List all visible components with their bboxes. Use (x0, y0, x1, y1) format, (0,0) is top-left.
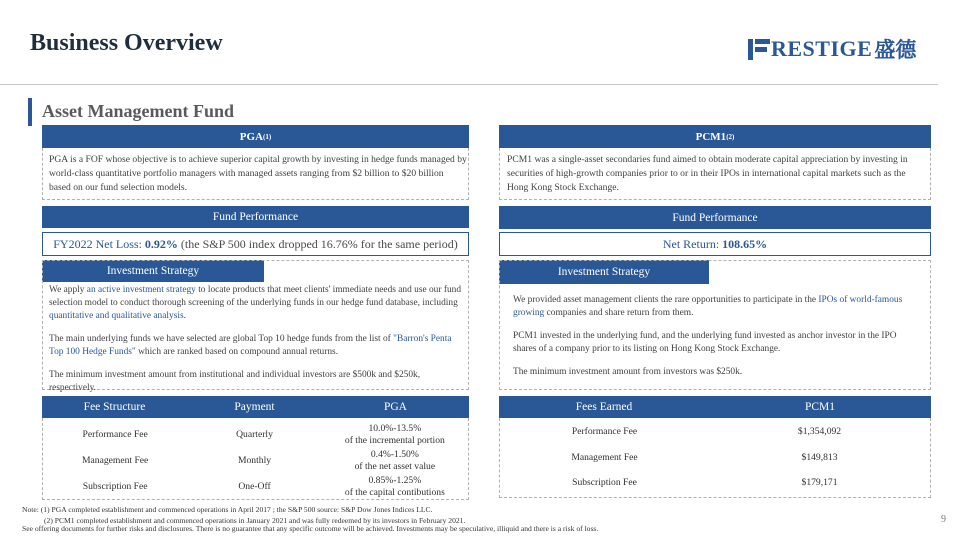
section-title: Asset Management Fund (42, 101, 234, 121)
pga-col-payment: Payment (234, 401, 275, 413)
pga-performance-box (42, 232, 469, 256)
table-row: Subscription Fee One-Off 0.85%-1.25% of the capital contibutions (82, 475, 445, 498)
pga-col-fee-structure: Fee Structure (83, 401, 146, 413)
pga-header (42, 125, 469, 148)
pcm1-performance-header: Fund Performance (499, 206, 931, 229)
footnote-1: Note: (1) PGA completed establishment and commenced operations in April 2017 ; the S&P 500 source: S&P Dow Jones Indices LLC. (22, 505, 433, 514)
prestige-logo (748, 34, 916, 64)
pga-description: PGA is a FOF whose objective is to achieve superior capital growth by investing in hedge funds managed by world-class quantitative portfolio managers with managed assets ranging from $2 billion to $20 billion based on our fund selection models. (49, 154, 467, 193)
footnote-2: (2) PCM1 completed establishment and commenced operations in January 2021 and was fully redeemed by its investors in February 2021. (44, 516, 466, 525)
pcm1-description: PCM1 was a single-asset secondaries fund aimed to obtain moderate capital appreciation by investing in securities of high-growth companies prior to or in their IPOs in international capital markets such as the Hong Kong Stock Exchange. (507, 154, 908, 193)
pcm1-header (499, 125, 931, 148)
pcm1-strategy-paragraph-3: The minimum investment amount from investors was $250k. (513, 367, 743, 377)
pcm1-col-fees-earned: Fees Earned (575, 401, 633, 413)
pga-strategy-paragraph-3: The minimum investment amount from institutional and individual investors are $500k and $250k, respectively. (49, 370, 421, 393)
page-number: 9 (941, 514, 946, 525)
pga-performance-note: (the S&P 500 index dropped 16.76% for the same period) (180, 236, 458, 251)
pga-col-pga: PGA (383, 401, 407, 413)
pcm1-strategy-header: Investment Strategy (499, 260, 709, 284)
pcm1-performance-label: Net Return: (662, 236, 720, 251)
pcm1-name: PCM1 (695, 130, 727, 143)
pga-fee-table-header (42, 396, 469, 418)
pga-performance-header: Fund Performance (42, 206, 469, 228)
pga-fee-table (42, 418, 469, 500)
pga-strategy-header: Investment Strategy (42, 260, 264, 282)
pcm1-strategy-text (513, 294, 917, 389)
pcm1-footnote-ref: (2) (726, 132, 735, 141)
pga-strategy-paragraph-2: The main underlying funds we have selected are global Top 10 hedge funds from the list of "Barron's Penta Top 100 Hedge Funds" which are ranked based on compound annual returns. (49, 334, 452, 357)
table-row: Management Fee $149,813 (571, 452, 838, 463)
pga-name: PGA (239, 130, 264, 143)
pcm1-fee-table-header (499, 396, 931, 418)
logo-text: RESTIGE (771, 36, 873, 61)
pga-performance-label: FY2022 Net Loss: (53, 236, 142, 251)
pcm1-fee-table (499, 418, 931, 498)
table-row: Performance Fee Quarterly 10.0%-13.5% of the incremental portion (82, 423, 445, 446)
logo-mark-icon (748, 37, 770, 61)
pcm1-performance-value: 108.65% (722, 236, 768, 251)
pcm1-strategy-paragraph-1: We provided asset management clients the rare opportunities to participate in the IPOs of world-famous growing companies and share return from them. (513, 295, 903, 318)
table-row: Performance Fee $1,354,092 (571, 426, 842, 437)
table-row: Subscription Fee $179,171 (572, 477, 838, 488)
header-divider (0, 84, 938, 85)
disclaimer: See offering documents for further risks and disclosures. There is no guarantee that any specific outcome will be achieved. Investments may be speculative, illiquid and there is a risk of loss. (22, 524, 599, 533)
pga-strategy-paragraph-1: We apply an active investment strategy to locate products that meet clients' immediate needs and use our fund selection model to conduct thorough screening of the underlying funds in our hedge fund database, including quantitative and qualitative analysis. (49, 285, 462, 321)
pga-footnote-ref: (1) (263, 132, 272, 141)
pga-strategy-text (49, 284, 463, 405)
pcm1-col-pcm1: PCM1 (804, 401, 836, 413)
section-marker (28, 98, 32, 126)
page-title: Business Overview (30, 30, 223, 56)
pcm1-strategy-paragraph-2: PCM1 invested in the underlying fund, and the underlying fund invested as anchor investor in the IPO shares of a company prior to its listing on Hong Kong Stock Exchange. (513, 331, 897, 354)
pcm1-performance-box (499, 232, 931, 256)
table-row: Management Fee Monthly 0.4%-1.50% of the net asset value (81, 449, 436, 472)
pga-performance-value: 0.92% (144, 236, 178, 251)
logo-chinese-text: 盛德 (874, 38, 917, 62)
